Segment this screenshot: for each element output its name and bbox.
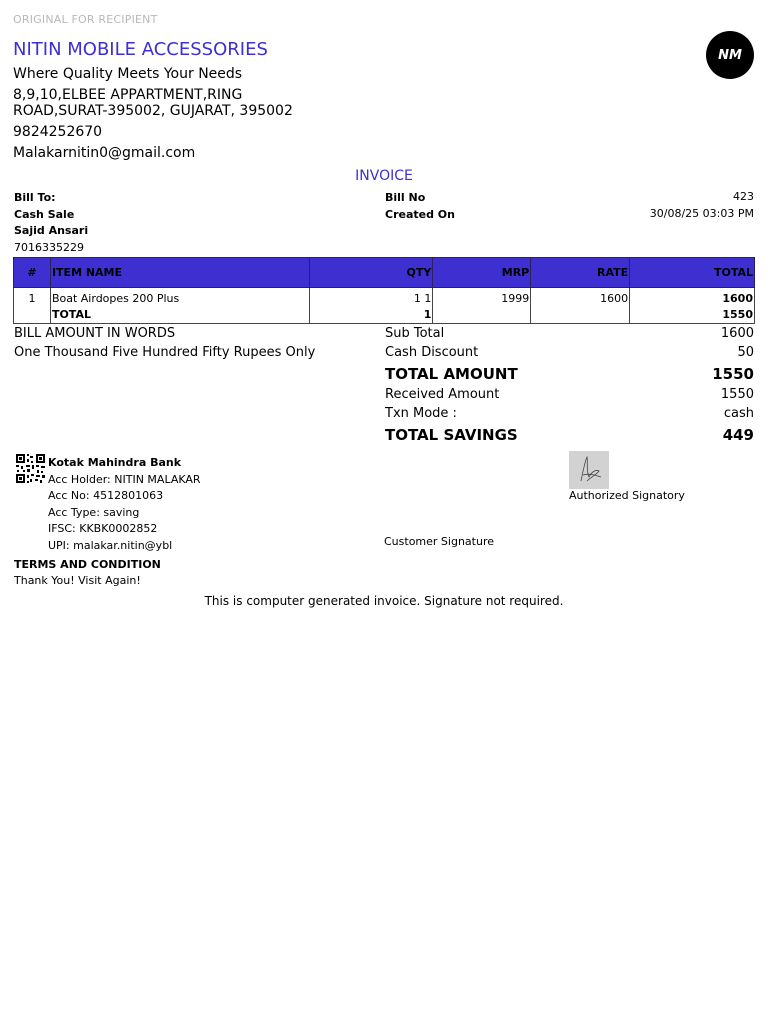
row-rate: 1600	[531, 288, 630, 307]
col-header-total: TOTAL	[630, 258, 755, 288]
cash-discount-value: 50	[737, 345, 754, 360]
signature-image	[569, 451, 609, 489]
invoice-title: INVOICE	[355, 168, 413, 184]
ifsc-code: IFSC: KKBK0002852	[48, 522, 158, 535]
txn-mode-label: Txn Mode :	[385, 406, 457, 421]
received-amount-label: Received Amount	[385, 387, 500, 402]
items-table	[13, 257, 755, 324]
cash-discount-label: Cash Discount	[385, 345, 479, 360]
total-savings-value: 449	[722, 426, 754, 444]
amount-words-label: BILL AMOUNT IN WORDS	[14, 326, 176, 341]
business-tagline: Where Quality Meets Your Needs	[13, 66, 243, 82]
business-address: 8,9,10,ELBEE APPARTMENT,RING ROAD,SURAT-395002, GUJARAT, 395002	[13, 87, 293, 119]
terms-heading: TERMS AND CONDITION	[14, 558, 161, 571]
col-header-qty: QTY	[309, 258, 433, 288]
upi-id: UPI: malakar.nitin@ybl	[48, 538, 173, 552]
total-savings-row	[385, 426, 754, 444]
total-amount-value: 1550	[712, 365, 754, 383]
bank-name: Kotak Mahindra Bank	[48, 456, 182, 469]
row-item-name: Boat Airdopes 200 Plus	[50, 288, 309, 307]
col-header-rate: RATE	[531, 258, 630, 288]
business-phone: 9824252670	[13, 124, 103, 140]
row-number: 1	[14, 288, 51, 307]
total-amount-row	[385, 365, 754, 383]
business-email: Malakarnitin0@gmail.com	[13, 145, 196, 161]
bill-no-label: Bill No	[385, 191, 426, 204]
terms-text: Thank You! Visit Again!	[14, 574, 141, 587]
sub-total-label: Sub Total	[385, 326, 445, 341]
business-name: NITIN MOBILE ACCESSORIES	[13, 39, 268, 60]
authorized-signatory-label: Authorized Signatory	[569, 489, 685, 502]
bank-details	[48, 455, 201, 554]
total-row-qty: 1	[309, 306, 433, 324]
customer-signature-label: Customer Signature	[384, 535, 494, 548]
amount-words-text: One Thousand Five Hundred Fifty Rupees Only	[14, 345, 316, 360]
bill-to-label: Bill To:	[14, 191, 56, 204]
col-header-number: #	[14, 258, 51, 288]
sub-total-row	[385, 326, 754, 341]
created-on-value: 30/08/25 03:03 PM	[649, 207, 754, 220]
total-row-amount: 1550	[630, 306, 755, 324]
upi-qr-code-icon	[15, 453, 46, 484]
recipient-label: ORIGINAL FOR RECIPIENT	[13, 13, 158, 26]
col-header-mrp: MRP	[433, 258, 531, 288]
footer-note: This is computer generated invoice. Signature not required.	[204, 594, 564, 608]
account-number: Acc No: 4512801063	[48, 489, 164, 502]
row-mrp: 1999	[433, 288, 531, 307]
total-savings-label: TOTAL SAVINGS	[385, 426, 518, 444]
account-holder: Acc Holder: NITIN MALAKAR	[48, 472, 201, 486]
customer-name: Sajid Ansari	[14, 224, 89, 237]
received-amount-row	[385, 387, 754, 402]
total-amount-label: TOTAL AMOUNT	[385, 365, 518, 383]
account-type: Acc Type: saving	[48, 505, 140, 519]
business-logo: NM	[706, 31, 754, 79]
bill-to-type: Cash Sale	[14, 208, 75, 221]
cash-discount-row	[385, 345, 754, 360]
total-row-label: TOTAL	[50, 306, 309, 324]
txn-mode-value: cash	[723, 406, 754, 421]
created-on-label: Created On	[385, 208, 455, 221]
row-qty: 1 1	[309, 288, 433, 307]
table-total-row	[14, 306, 755, 324]
received-amount-value: 1550	[720, 387, 754, 402]
table-row	[14, 288, 755, 307]
txn-mode-row	[385, 406, 754, 421]
col-header-item-name: ITEM NAME	[50, 258, 309, 288]
table-header-row	[14, 258, 755, 288]
customer-phone: 7016335229	[14, 241, 84, 254]
row-total: 1600	[630, 288, 755, 307]
sub-total-value: 1600	[720, 326, 754, 341]
bill-no-value: 423	[733, 190, 754, 203]
